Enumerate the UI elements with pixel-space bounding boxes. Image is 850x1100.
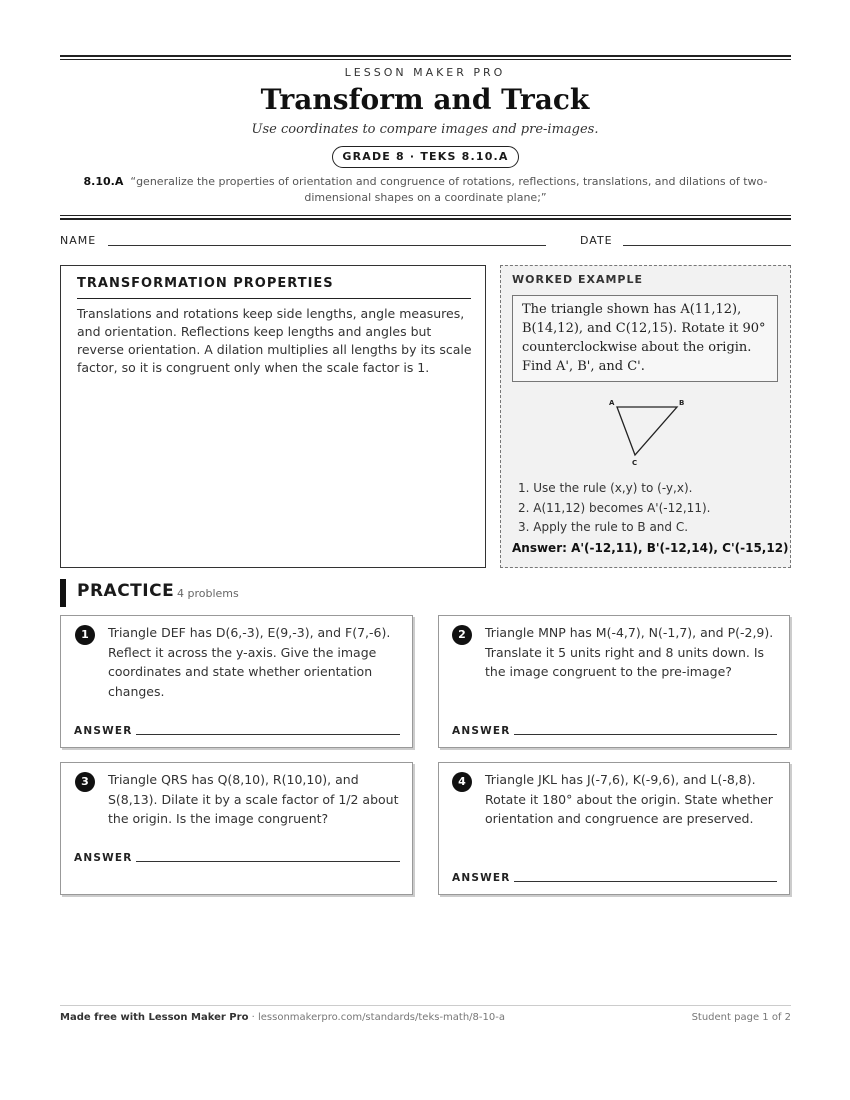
triangle-shape (617, 407, 677, 455)
problem-number-3: 3 (75, 772, 95, 792)
page-title: Transform and Track (260, 83, 590, 116)
answer-label-2: ANSWER (452, 725, 511, 737)
worked-example-title: WORKED EXAMPLE (512, 273, 643, 286)
vertex-label-c: C (632, 459, 638, 467)
practice-title: PRACTICE (77, 581, 175, 601)
step-item: 2. A(11,12) becomes A'(-12,11). (518, 500, 711, 515)
date-label: DATE (580, 234, 613, 247)
top-rule-thick (60, 55, 791, 57)
practice-count: 4 problems (177, 587, 239, 600)
vertex-label-b: B (679, 399, 685, 407)
step-item: 3. Apply the rule to B and C. (518, 520, 689, 534)
worked-example-answer: Answer: A'(-12,11), B'(-12,14), C'(-15,12) (512, 541, 789, 555)
page-subtitle: Use coordinates to compare images and pre-images. (251, 122, 599, 137)
properties-text: Translations and rotations keep side lengths, angle measures, and orientation. Reflections keep lengths and angles but reverse orientation. A dilation multiplies all lengths by its scale factor, so it is congruent only when the scale factor is 1. (77, 306, 472, 375)
date-field[interactable] (623, 245, 791, 246)
standard-statement (60, 174, 791, 206)
standard-code: 8.10.A (83, 175, 124, 188)
problem-text-2: Triangle MNP has M(-4,7), N(-1,7), and P(-2,9). Translate it 5 units right and 8 units down. Is the image congruent to the pre-image? (485, 625, 774, 679)
answer-field-4[interactable] (514, 881, 777, 882)
properties-divider (77, 298, 471, 299)
problem-number-2: 2 (452, 625, 472, 645)
footer-divider (60, 1005, 791, 1006)
standard-text: “generalize the properties of orientation and congruence of rotations, reflections, translations, and dilations of two-dimensional shapes on a coordinate plane;” (130, 175, 768, 204)
grade-badge: GRADE 8 · TEKS 8.10.A (332, 146, 519, 168)
worked-example-problem: The triangle shown has A(11,12), B(14,12), and C(12,15). Rotate it 90° counterclockwise about the origin. Find A', B', and C'. (512, 295, 778, 382)
practice-accent-bar (60, 579, 66, 607)
problem-text-3: Triangle QRS has Q(8,10), R(10,10), and S(8,13). Dilate it by a scale factor of 1/2 about the origin. Is the image congruent? (108, 772, 399, 826)
step-item: 1. Use the rule (x,y) to (-y,x). (518, 481, 693, 495)
brand-label: LESSON MAKER PRO (344, 66, 506, 79)
properties-title: TRANSFORMATION PROPERTIES (77, 276, 334, 291)
footer-brand: Made free with Lesson Maker Pro (60, 1012, 249, 1023)
top-rule-thin (60, 59, 791, 60)
answer-label-1: ANSWER (74, 725, 133, 737)
footer-credit (60, 1012, 505, 1023)
worked-example-steps (518, 479, 710, 538)
header-bottom-rule-thin (60, 215, 791, 216)
answer-field-1[interactable] (136, 734, 400, 735)
header-bottom-rule-thick (60, 218, 791, 220)
triangle-diagram (600, 395, 690, 470)
name-field[interactable] (108, 245, 546, 246)
answer-field-2[interactable] (514, 734, 777, 735)
problem-text-1: Triangle DEF has D(6,-3), E(9,-3), and F(7,-6). Reflect it across the y-axis. Give the image coordinates and state whether orientation changes. (108, 625, 391, 699)
problem-number-4: 4 (452, 772, 472, 792)
answer-label-3: ANSWER (74, 852, 133, 864)
problem-text-4: Triangle JKL has J(-7,6), K(-9,6), and L(-8,8). Rotate it 180° about the origin. State whether orientation and congruence are preserved. (485, 772, 773, 826)
problem-number-1: 1 (75, 625, 95, 645)
page-indicator: Student page 1 of 2 (691, 1012, 791, 1023)
name-label: NAME (60, 234, 97, 247)
answer-field-3[interactable] (136, 861, 400, 862)
vertex-label-a: A (609, 399, 615, 407)
footer-url[interactable]: · lessonmakerpro.com/standards/teks-math/8-10-a (248, 1012, 505, 1023)
answer-label-4: ANSWER (452, 872, 511, 884)
